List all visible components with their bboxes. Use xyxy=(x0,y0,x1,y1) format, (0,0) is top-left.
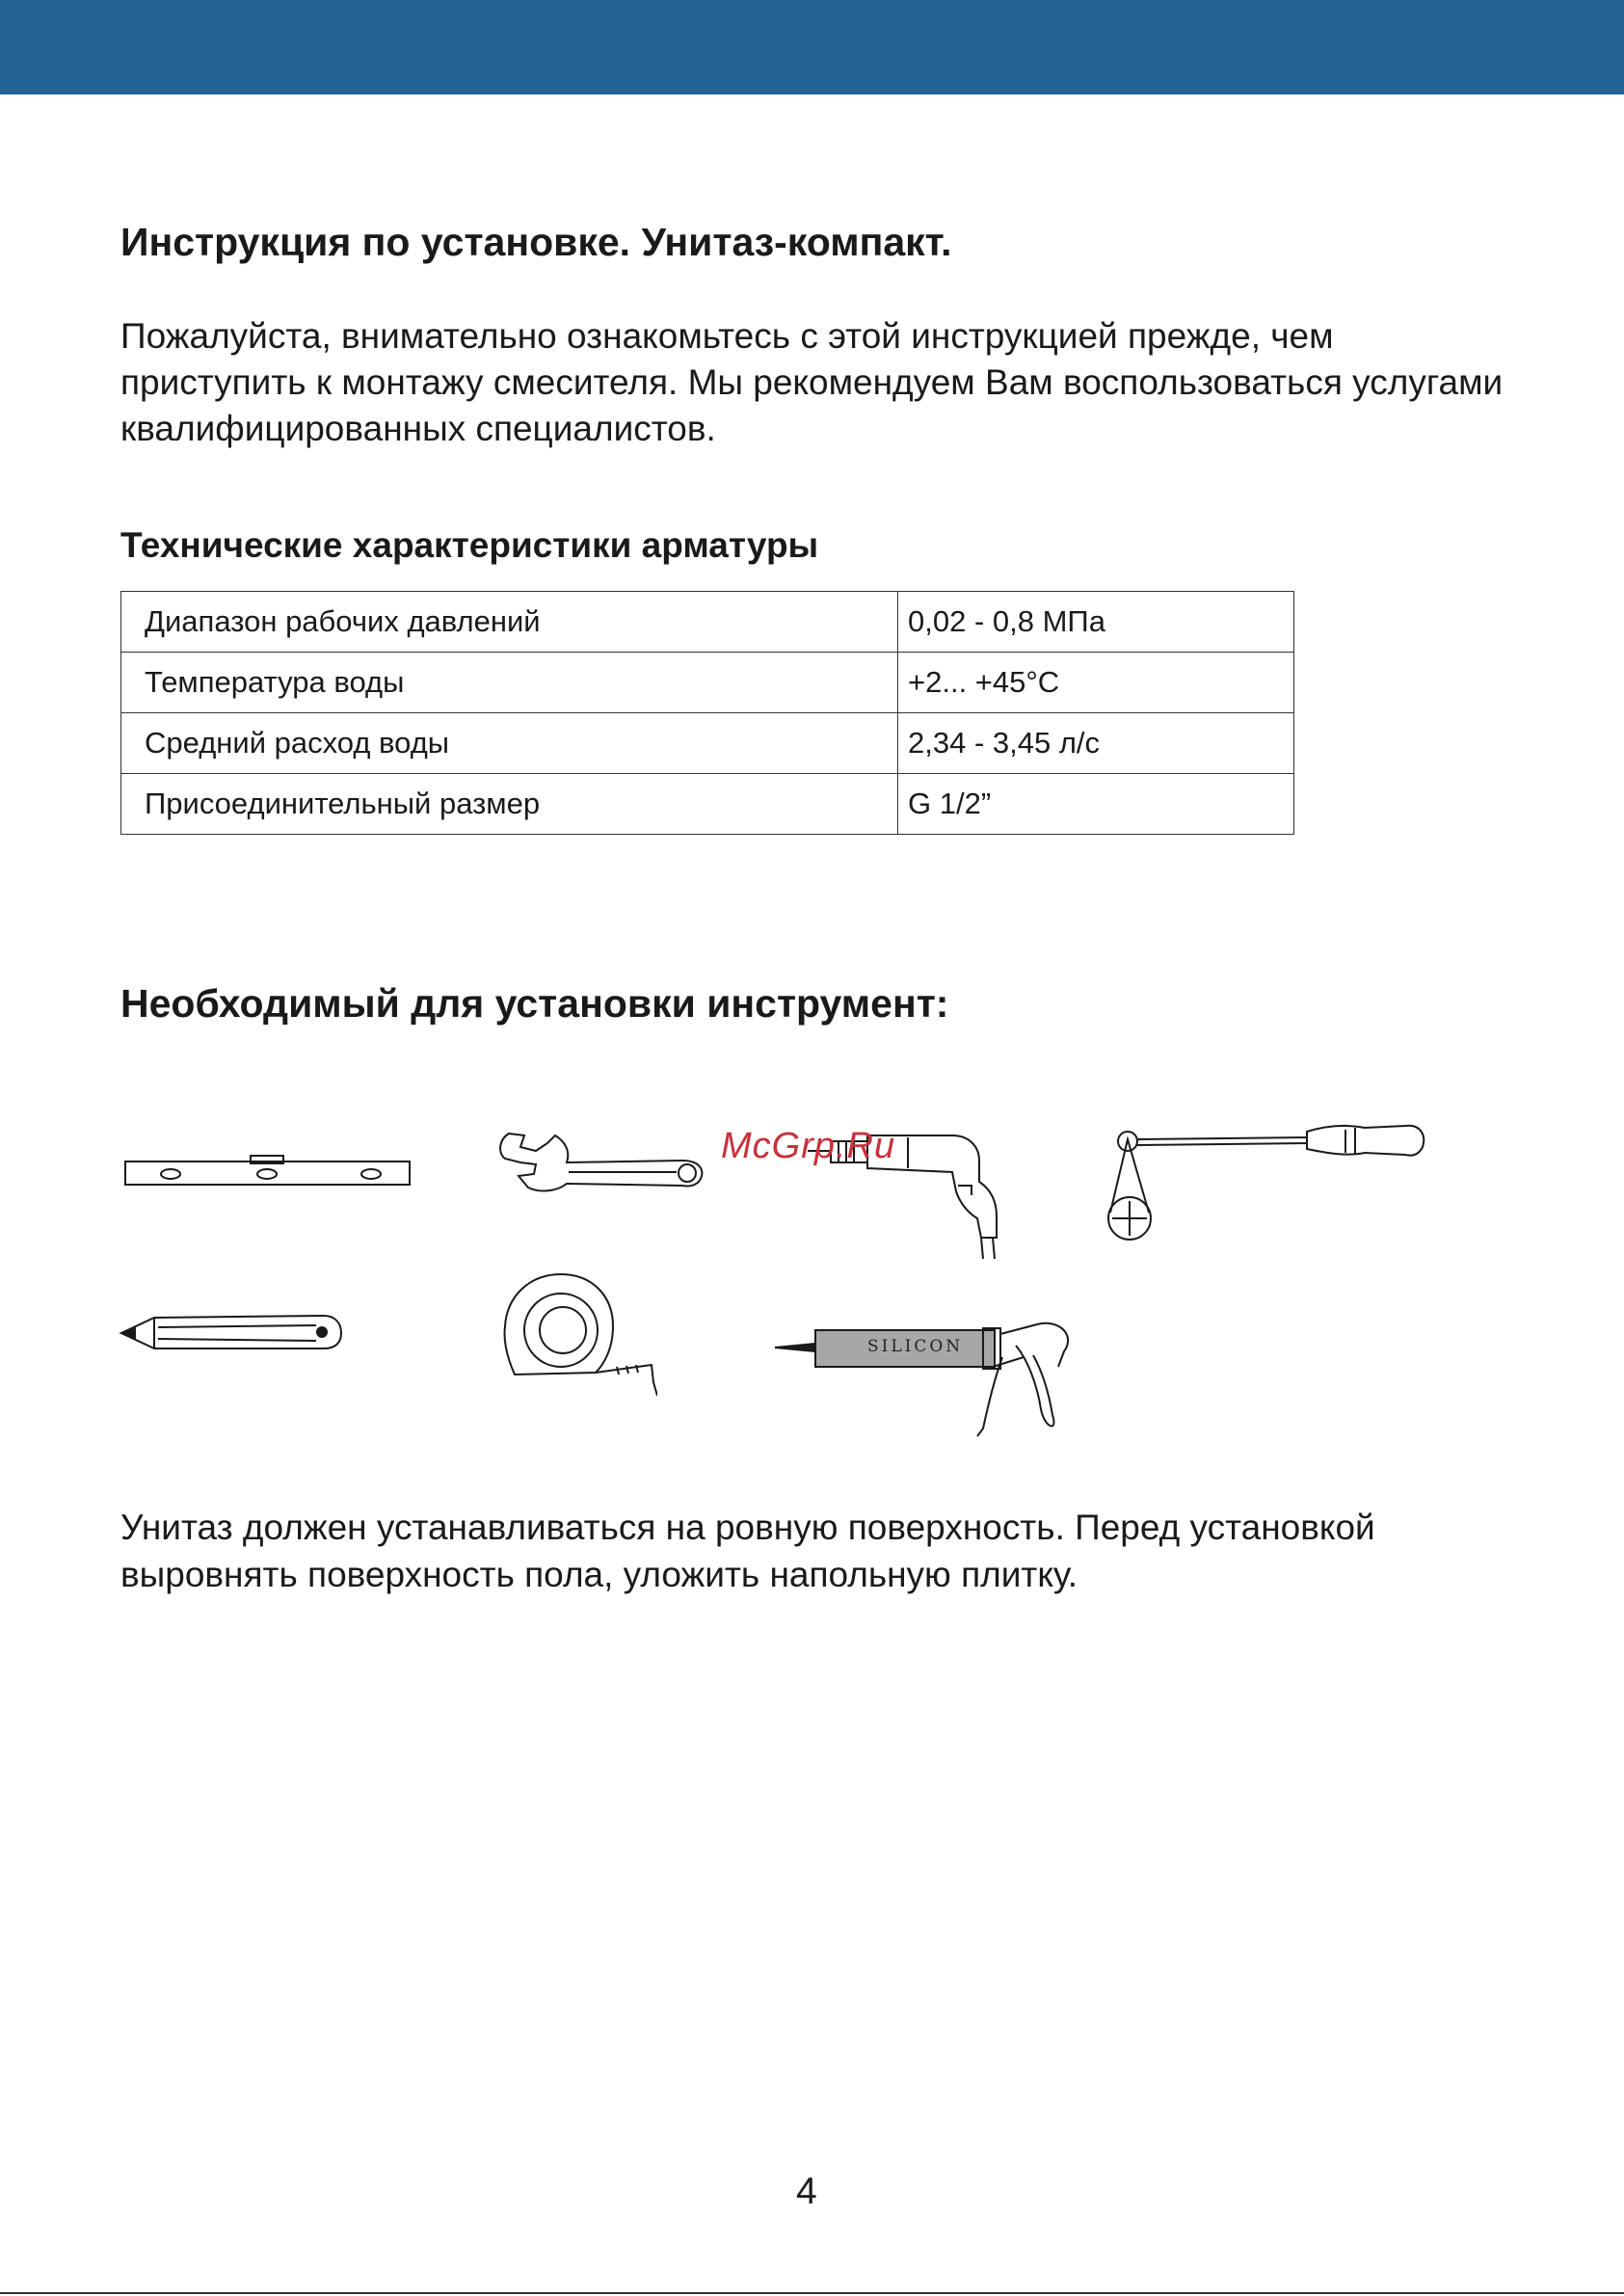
pencil-icon xyxy=(118,1306,344,1359)
spec-label: Средний расход воды xyxy=(121,713,898,774)
header-band xyxy=(0,0,1624,94)
spec-value: G 1/2” xyxy=(898,774,1294,835)
table-row xyxy=(121,653,1294,713)
page-number: 4 xyxy=(796,2171,817,2212)
spec-label: Диапазон рабочих давлений xyxy=(121,592,898,653)
specs-title: Технические характеристики арматуры xyxy=(120,525,819,565)
adjustable-wrench-icon xyxy=(490,1126,706,1203)
table-row xyxy=(121,713,1294,774)
bottom-divider xyxy=(0,2292,1624,2294)
spec-value: 0,02 - 0,8 МПа xyxy=(898,592,1294,653)
spec-label: Температура воды xyxy=(121,653,898,713)
spec-label: Присоединительный размер xyxy=(121,774,898,835)
page-title: Инструкция по установке. Унитаз-компакт. xyxy=(120,220,952,264)
caulking-gun-icon xyxy=(771,1309,1075,1439)
watermark-text: McGrp.Ru xyxy=(721,1126,896,1166)
spec-value: +2... +45°C xyxy=(898,653,1294,713)
tools-title: Необходимый для установки инструмент: xyxy=(120,981,949,1026)
table-row xyxy=(121,774,1294,835)
closing-paragraph: Унитаз должен устанавливаться на ровную поверхность. Перед установкой выровнять поверхность пола, уложить напольную плитку. xyxy=(120,1508,1375,1594)
spirit-level-icon xyxy=(120,1152,414,1190)
spec-value: 2,34 - 3,45 л/с xyxy=(898,713,1294,774)
caulking-gun xyxy=(771,1309,1075,1439)
caulking-gun-label: SILICON xyxy=(867,1337,964,1356)
phillips-screwdriver-icon xyxy=(1099,1120,1431,1250)
specs-table xyxy=(120,591,1294,835)
pencil-end-dot xyxy=(316,1326,328,1338)
table-row xyxy=(121,592,1294,653)
intro-paragraph: Пожалуйста, внимательно ознакомьтесь с этой инструкцией прежде, чем приступить к монтажу смесителя. Мы рекомендуем Вам воспользоваться услугами квалифицированных специалистов. xyxy=(120,316,1504,448)
tape-measure-icon xyxy=(503,1270,657,1401)
